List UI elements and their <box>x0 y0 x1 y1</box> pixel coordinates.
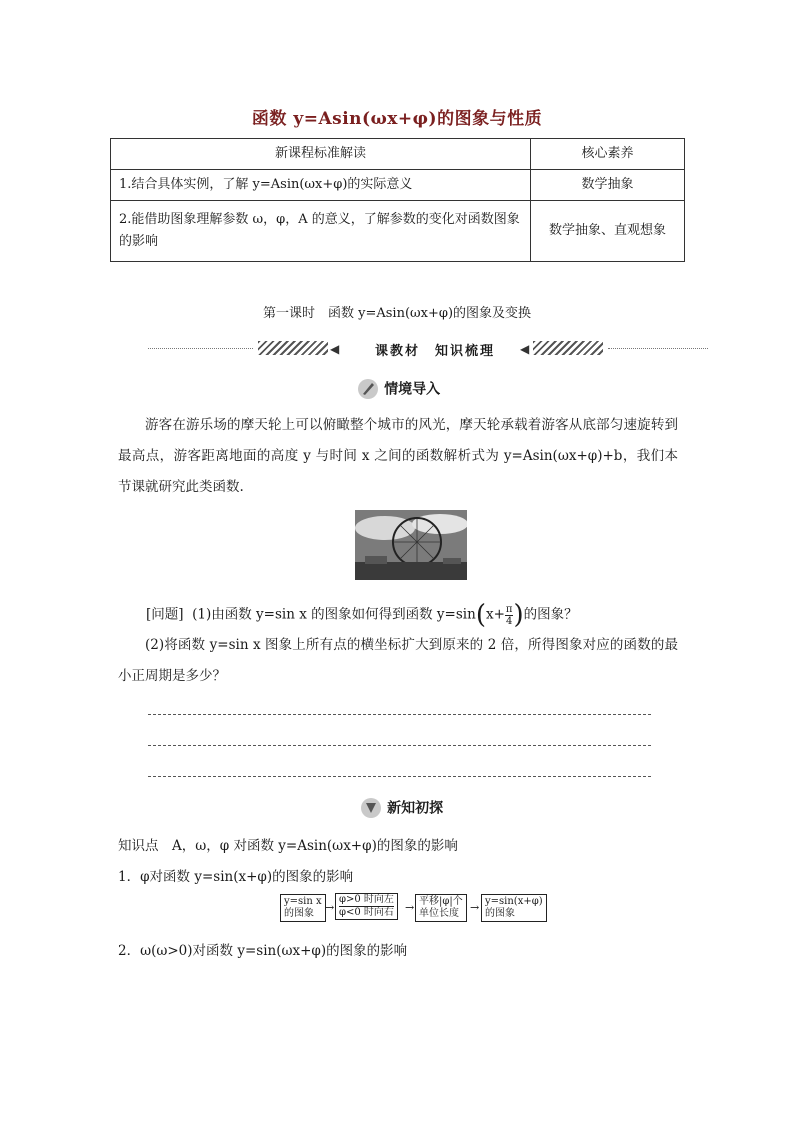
flow-box-translate <box>415 894 467 922</box>
table-cell: 2.能借助图象理解参数 ω，φ，A 的意义，了解参数的变化对函数图象的影响 <box>111 201 531 262</box>
answer-line[interactable] <box>148 745 651 746</box>
transform-flowchart <box>280 893 545 925</box>
arrow-right-icon: → <box>325 901 335 914</box>
flow-text: 的图象 <box>485 908 515 919</box>
table-cell: 数学抽象、直观想象 <box>531 201 685 262</box>
page-title: 函数 y=Asin(ωx+φ)的图象与性质 <box>251 109 543 129</box>
flow-box-condition <box>335 893 398 920</box>
flow-text: φ<0 时向右 <box>339 907 394 918</box>
fraction-denominator: 4 <box>506 615 513 627</box>
item-1: 1．φ对函数 y=sin(x+φ)的图象的影响 <box>118 869 354 885</box>
question-text: (1)由函数 y=sin x 的图象如何得到函数 y=sin <box>192 606 476 623</box>
banner-divider <box>148 348 253 349</box>
flow-text: 单位长度 <box>419 908 459 919</box>
arrow-right-icon: → <box>470 901 480 914</box>
table-cell: 数学抽象 <box>531 170 685 201</box>
ferris-wheel-image <box>355 510 467 580</box>
flow-text: y=sin(x+φ) <box>485 896 543 907</box>
section-title: 情境导入 <box>384 381 441 398</box>
flow-text: 平移|φ|个 <box>419 896 463 907</box>
paren-close: ) <box>513 600 524 630</box>
section-banner <box>148 339 708 359</box>
lesson-title: 第一课时 函数 y=Asin(ωx+φ)的图象及变换 <box>262 306 532 321</box>
question-1 <box>146 600 578 630</box>
banner-stripe <box>258 341 328 355</box>
chevron-right-icon: ◀ <box>520 342 530 356</box>
flow-text: y=sin x <box>284 896 322 907</box>
section-heading <box>360 797 443 819</box>
question-text: x+ <box>485 606 505 623</box>
chevron-left-icon: ◀ <box>330 342 340 356</box>
flow-box-start <box>280 894 326 922</box>
table-header: 核心素养 <box>531 139 685 170</box>
answer-line[interactable] <box>148 714 651 715</box>
standards-table <box>110 138 685 262</box>
knowledge-point: 知识点 A，ω，φ 对函数 y=Asin(ωx+φ)的图象的影响 <box>118 838 458 854</box>
section-title: 新知初探 <box>387 800 444 817</box>
question-text: 的图象？ <box>523 606 578 623</box>
question-tag: [问题] <box>146 606 184 623</box>
question-2: (2)将函数 y=sin x 图象上所有点的横坐标扩大到原来的 2 倍，所得图象对应的函数的最小正周期是多少？ <box>118 637 678 684</box>
new-knowledge-icon <box>360 797 382 819</box>
paren-open: ( <box>475 600 486 630</box>
arrow-right-icon: → <box>405 901 415 914</box>
answer-line[interactable] <box>148 776 651 777</box>
flow-box-result <box>481 894 547 922</box>
section-heading <box>357 378 440 400</box>
banner-label: 课教材 知识梳理 <box>374 344 495 359</box>
fraction-numerator: π <box>505 603 513 615</box>
table-cell: 1.结合具体实例，了解 y=Asin(ωx+φ)的实际意义 <box>111 170 531 201</box>
banner-divider <box>608 348 708 349</box>
banner-stripe <box>533 341 603 355</box>
flow-text: φ>0 时向左 <box>339 894 394 905</box>
item-2: 2．ω(ω>0)对函数 y=sin(ωx+φ)的图象的影响 <box>118 943 408 959</box>
table-header: 新课程标准解读 <box>111 139 531 170</box>
flow-text: 的图象 <box>284 908 314 919</box>
scenario-icon <box>357 378 379 400</box>
intro-paragraph: 游客在游乐场的摩天轮上可以俯瞰整个城市的风光，摩天轮承载着游客从底部匀速旋转到最高点，游客距离地面的高度 y 与时间 x 之间的函数解析式为 y=Asin(ωx+φ)+b，我们本节课就研究此类函数. <box>118 417 678 495</box>
